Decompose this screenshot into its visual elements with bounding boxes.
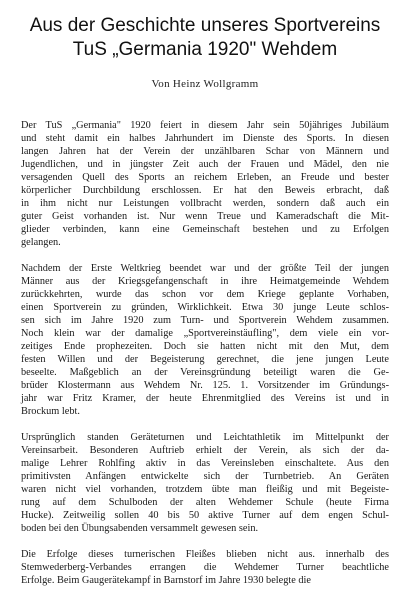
text-line: Erfolge. Beim Gaugerätekampf in Barnstorf im Jahre 1930 belegte die [21, 575, 311, 586]
text-line: Brockum lebt. [21, 406, 80, 417]
text-line: versagenden Quell des Sports an reichem Erleben, an Freude und bester [21, 172, 389, 183]
text-line: einen Sportverein zu gründen, Wirklichkeit. Etwa 30 junge Leute schlos- [21, 302, 389, 313]
text-line: gelangen. [21, 237, 61, 248]
text-line: jahr war Fritz Kramer, der heute Ehrenmitglied des Vereins ist und in [21, 393, 389, 404]
author-byline: Von Heinz Wollgramm [151, 78, 259, 90]
text-line: Der TuS „Germania" 1920 feiert in diesem Jahr sein 50jähriges Jubiläum [21, 120, 389, 131]
text-line: Vereinsarbeit. Besonderen Auftrieb erhielt der Verein, als sich der da- [21, 445, 389, 456]
text-line: in ihm nicht nur Leistungen vollbracht werden, sondern daß auch ein [21, 198, 389, 209]
text-line: Hucke). Zeitweilig sollen 40 bis 50 aktive Turner auf dem engen Schul- [21, 510, 389, 521]
paragraph [21, 431, 389, 535]
text-line: zeitiges Ende prophezeiten. Doch sie hatten nicht mit den Mut, dem [21, 341, 389, 352]
text-line: brüder Klostermann aus Wehdem Nr. 125. 1. Vorsitzender im Gründungs- [21, 380, 389, 391]
text-line: und steht damit ein halbes Jahrhundert im Dienste des Sports. In diesen [21, 133, 389, 144]
text-line: festen Willen und der Begeisterung gerechnet, die jene jungen Leute [21, 354, 389, 365]
paragraph [21, 262, 389, 418]
text-line: boden bei den Übungsabenden versammelt gewesen sein. [21, 523, 259, 534]
text-line: rung auf dem Schulboden der alten Wehdemer Schule (heute Firma [21, 497, 389, 508]
text-line: guter Geist vorhanden ist. Nur wenn Treue und Kameradschaft die Mit- [21, 211, 389, 222]
document-title-line-2: TuS „Germania 1920" Wehdem [72, 39, 338, 60]
text-line: Stemwederberg-Verbandes errangen die Wehdemer Turner beachtliche [21, 562, 389, 573]
text-line: malige Lehrer Rohlfing aktiv in das Vereinsleben einschaltete. Aus den [21, 458, 389, 469]
text-line: körperlicher Durchbildung erschlossen. Er hat den Beweis erbracht, daß [21, 185, 389, 196]
text-line: Nachdem der Erste Weltkrieg beendet war und der größte Teil der jungen [21, 263, 389, 274]
text-line: Noch klein war der damalige „Sportvereinstäufling", dem viele ein vor- [21, 328, 389, 339]
article-body [21, 119, 389, 600]
text-line: sen sich im Jahre 1920 zum Turn- und Sportverein Wehdem zusammen. [21, 315, 389, 326]
paragraph [21, 548, 389, 587]
text-line: primitivsten Anfängen entwickelte sich der Turnbetrieb. An Geräten [21, 471, 389, 482]
text-line: zurückkehrten, wurde das schon vor dem Kriege geplante Vorhaben, [21, 289, 389, 300]
text-line: beseelte. Maßgeblich an der Vereinsgründung beteiligt waren die Ge- [21, 367, 389, 378]
text-line: Männer aus der Kriegsgefangenschaft in ihre Heimatgemeinde Wehdem [21, 276, 389, 287]
paragraph [21, 119, 389, 249]
text-line: Ursprünglich standen Geräteturnen und Leichtathletik im Mittelpunkt der [21, 432, 389, 443]
text-line: waren nicht viel vorhanden, trotzdem übte man fleißig und mit Begeiste- [21, 484, 389, 495]
text-line: langen Jahren hat der Verein der unzählbaren Schar von Männern und [21, 146, 389, 157]
text-line: Jugendlichen, und in jüngster Zeit auch der Frauen und Mädel, den nie [21, 159, 389, 170]
document-title-line-1: Aus der Geschichte unseres Sportvereins [29, 15, 381, 36]
text-line: glieder verbinden, kann eine Gemeinschaft bestehen und zu Erfolgen [21, 224, 389, 235]
text-line: Die Erfolge dieses turnerischen Fleißes blieben nicht aus. innerhalb des [21, 549, 389, 560]
